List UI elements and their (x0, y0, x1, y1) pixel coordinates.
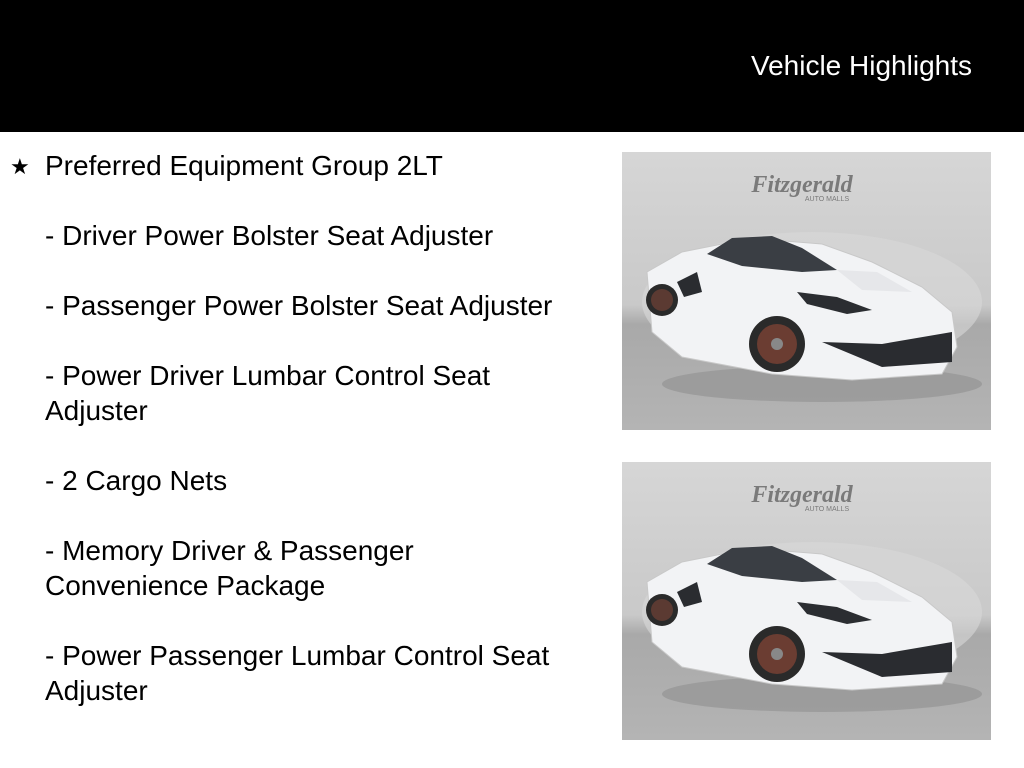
list-item: - Power Passenger Lumbar Control Seat Adjuster (45, 640, 550, 706)
highlights-list (0, 148, 590, 743)
list-item: - Passenger Power Bolster Seat Adjuster (45, 290, 553, 321)
page-title: Vehicle Highlights (750, 50, 972, 81)
list-item: - Power Driver Lumbar Control Seat Adjuster (45, 360, 491, 426)
dealer-logo-text: Fitzgerald (751, 172, 853, 198)
vehicle-photo (622, 462, 991, 740)
vehicle-photo (622, 152, 991, 430)
list-item: - Memory Driver & Passenger Convenience Package (45, 535, 414, 601)
dealer-logo-subtext: AUTO MALLS (804, 196, 850, 203)
dealer-logo-subtext: AUTO MALLS (804, 506, 850, 513)
header-bar (0, 0, 1024, 132)
dealer-logo-text: Fitzgerald (751, 482, 853, 508)
highlight-group (0, 148, 590, 708)
star-icon: ★ (10, 154, 30, 179)
list-item: - 2 Cargo Nets (45, 465, 228, 496)
highlight-title: Preferred Equipment Group 2LT (45, 150, 443, 181)
list-item: - Driver Power Bolster Seat Adjuster (45, 220, 494, 251)
